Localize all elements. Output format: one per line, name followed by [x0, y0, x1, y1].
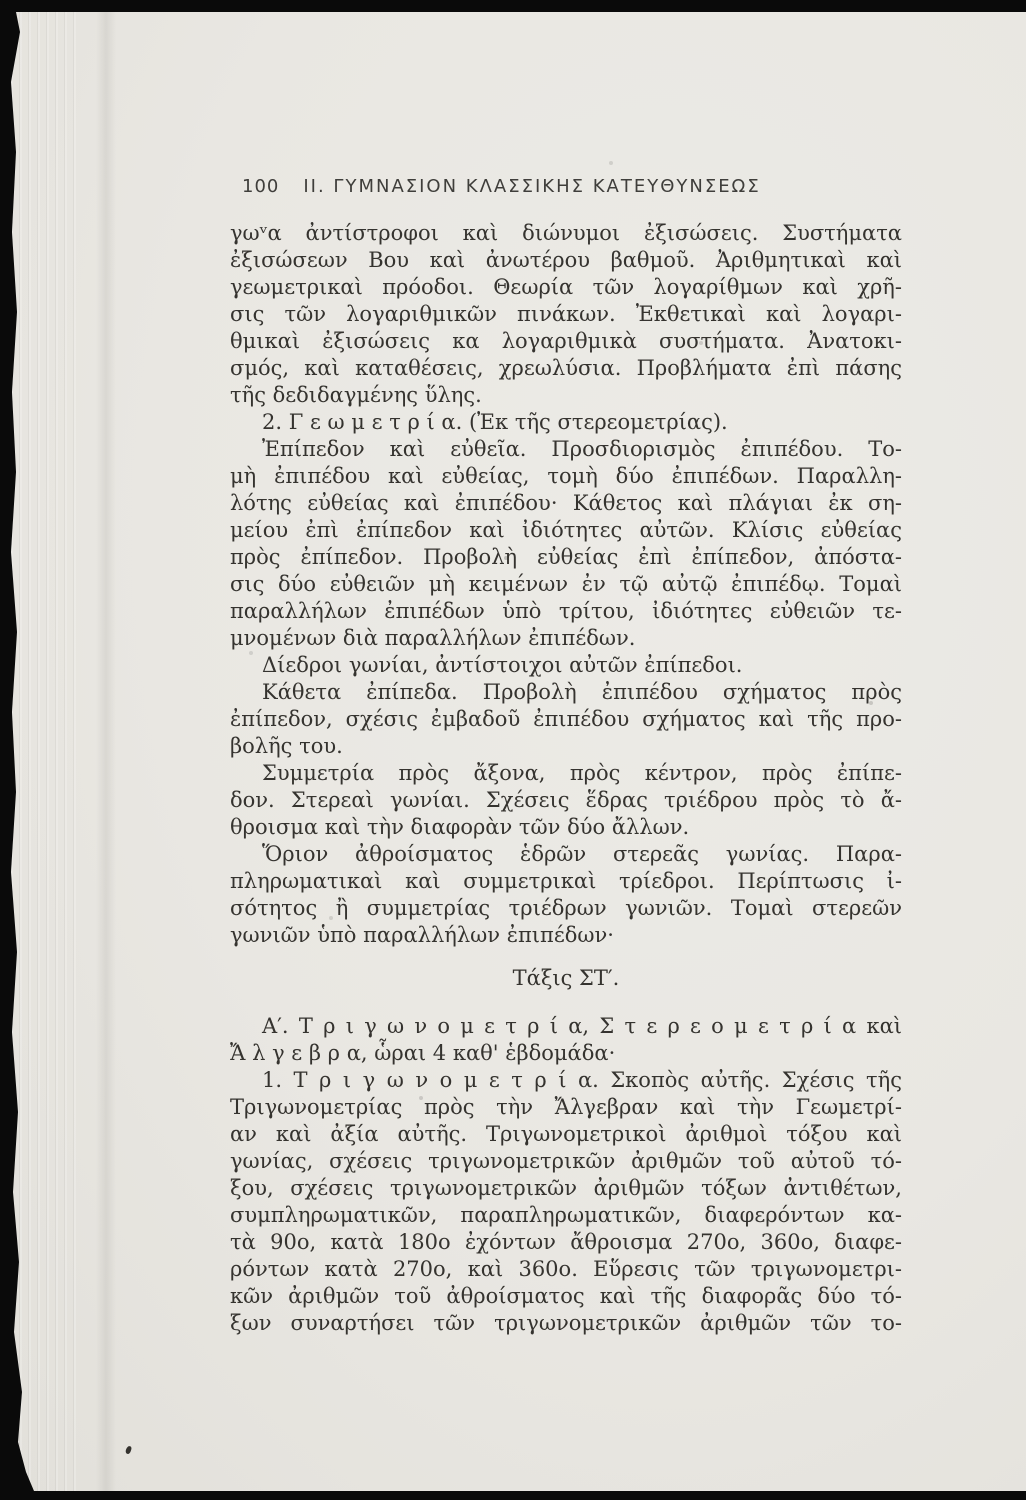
- text-line: γωᵛα ἀντίστροφοι καὶ διώνυμοι ἐξισώσεις. Συστήματα: [230, 221, 902, 245]
- text-line: συμπληρωματικῶν, παραπληρωματικῶν, διαφερόντων κα-: [230, 1203, 902, 1227]
- text-line: ἐπίπεδον, σχέσις ἐμβαδοῦ ἐπιπέδου σχήματος καὶ τῆς προ-: [230, 707, 902, 731]
- text-line: παραλλήλων ἐπιπέδων ὑπὸ τρίτου, ἰδιότητες εὐθειῶν τε-: [230, 599, 902, 623]
- text-line: σις δύο εὐθειῶν μὴ κειμένων ἐν τῷ αὐτῷ ἐπιπέδῳ. Τομαὶ: [230, 572, 902, 596]
- text-line: γεωμετρικαὶ πρόοδοι. Θεωρία τῶν λογαρίθμων καὶ χρῆ-: [230, 275, 902, 299]
- section-heading: Τάξις ΣΤ′.: [512, 966, 620, 990]
- text-line: βολῆς του.: [230, 734, 343, 758]
- text-line: πρὸς ἐπίπεδον. Προβολὴ εὐθείας ἐπὶ ἐπίπεδον, ἀπόστα-: [230, 545, 902, 569]
- text-line: ξων συναρτήσει τῶν τριγωνομετρικῶν ἀριθμῶν τῶν το-: [230, 1311, 902, 1335]
- text-line: σις τῶν λογαριθμικῶν πινάκων. Ἐκθετικαὶ καὶ λογαρι-: [230, 302, 902, 326]
- text-line: Κάθετα ἐπίπεδα. Προβολὴ ἐπιπέδου σχήματος πρὸς: [262, 680, 902, 704]
- text-line: 1. Τ ρ ι γ ω ν ο μ ε τ ρ ί α. Σκοπὸς αὐτῆς. Σχέσις τῆς: [262, 1068, 902, 1092]
- text-block: [230, 220, 902, 1337]
- text-line: μνομένων διὰ παραλλήλων ἐπιπέδων.: [230, 626, 636, 650]
- page-header: [242, 176, 902, 197]
- text-line: θμικαὶ ἐξισώσεις κα λογαριθμικὰ συστήματα. Ἀνατοκι-: [230, 329, 902, 353]
- paper-speckles: [0, 12, 2, 14]
- page-stack-edge-lines: [10, 12, 80, 1491]
- text-line: γωνίας, σχέσεις τριγωνομετρικῶν ἀριθμῶν τοῦ αὐτοῦ τό-: [230, 1149, 902, 1173]
- text-line: μὴ ἐπιπέδου καὶ εὐθείας, τομὴ δύο ἐπιπέδων. Παραλλη-: [230, 464, 902, 488]
- text-line: Ἄ λ γ ε β ρ α, ὧραι 4 καθ' ἑβδομάδα·: [230, 1041, 616, 1065]
- text-line: λότης εὐθείας καὶ ἐπιπέδου· Κάθετος καὶ πλάγιαι ἐκ ση-: [230, 491, 902, 515]
- text-line: σότητος ἢ συμμετρίας τριέδρων γωνιῶν. Τομαὶ στερεῶν: [230, 896, 902, 920]
- text-line: ἐξισώσεων Βου καὶ ἀνωτέρου βαθμοῦ. Ἀριθμητικαὶ καὶ: [230, 248, 902, 272]
- text-line: ρόντων κατὰ 270ο, καὶ 360ο. Εὕρεσις τῶν τριγωνομετρι-: [230, 1257, 902, 1281]
- text-line: Ἐπίπεδον καὶ εὐθεῖα. Προσδιορισμὸς ἐπιπέδου. Το-: [262, 437, 902, 461]
- running-title: ΙΙ. ΓΥΜΝΑΣΙΟΝ ΚΛΑΣΣΙΚΗΣ ΚΑΤΕΥΘΥΝΣΕΩΣ: [303, 176, 761, 197]
- text-line: σμός, καὶ καταθέσεις, χρεωλύσια. Προβλήματα ἐπὶ πάσης: [230, 356, 902, 380]
- text-line: δον. Στερεαὶ γωνίαι. Σχέσεις ἕδρας τριέδρου πρὸς τὸ ἄ-: [230, 788, 902, 812]
- text-line: κῶν ἀριθμῶν τοῦ ἀθροίσματος καὶ τῆς διαφορᾶς δύο τό-: [230, 1284, 902, 1308]
- text-line: γωνιῶν ὑπὸ παραλλήλων ἐπιπέδων·: [230, 923, 614, 947]
- text-line: αν καὶ ἀξία αὐτῆς. Τριγωνομετρικοὶ ἀριθμοὶ τόξου καὶ: [230, 1122, 902, 1146]
- text-line: Τριγωνομετρίας πρὸς τὴν Ἄλγεβραν καὶ τὴν Γεωμετρί-: [230, 1095, 902, 1119]
- text-line: ξου, σχέσεις τριγωνομετρικῶν ἀριθμῶν τόξων ἀντιθέτων,: [230, 1176, 902, 1200]
- text-line: Συμμετρία πρὸς ἄξονα, πρὸς κέντρον, πρὸς ἐπίπε-: [262, 761, 902, 785]
- page-number: 100: [242, 176, 280, 197]
- text-line: 2. Γ ε ω μ ε τ ρ ί α. (Ἐκ τῆς στερεομετρίας).: [262, 410, 728, 434]
- text-line: Ὅριον ἀθροίσματος ἑδρῶν στερεᾶς γωνίας. Παρα-: [262, 842, 902, 866]
- text-line: θροισμα καὶ τὴν διαφορὰν τῶν δύο ἄλλων.: [230, 815, 690, 839]
- text-line: Δίεδροι γωνίαι, ἀντίστοιχοι αὐτῶν ἐπίπεδοι.: [262, 653, 743, 677]
- text-line: πληρωματικαὶ καὶ συμμετρικαὶ τρίεδροι. Περίπτωσις ἰ-: [230, 869, 902, 893]
- text-line: Α′. Τ ρ ι γ ω ν ο μ ε τ ρ ί α, Σ τ ε ρ ε ο μ ε τ ρ ί α καὶ: [262, 1014, 902, 1038]
- text-line: τὰ 90ο, κατὰ 180ο ἐχόντων ἄθροισμα 270ο, 360ο, διαφε-: [230, 1230, 902, 1254]
- text-line: μείου ἐπὶ ἐπίπεδον καὶ ἰδιότητες αὐτῶν. Κλίσις εὐθείας: [230, 518, 902, 542]
- binding-crease: [96, 12, 116, 1491]
- text-line: τῆς δεδιδαγμένης ὕλης.: [230, 383, 482, 407]
